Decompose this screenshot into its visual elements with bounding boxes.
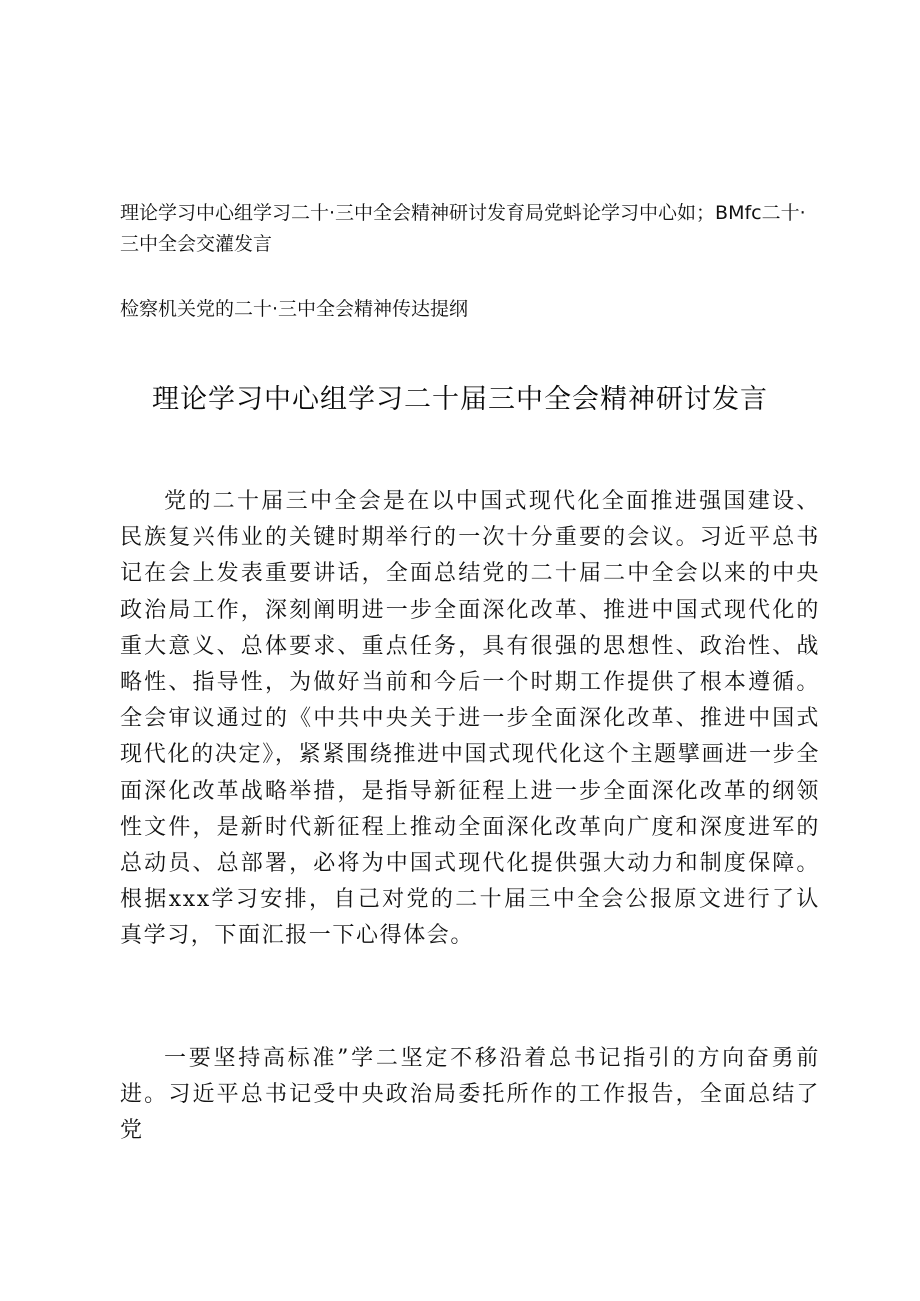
body-paragraph-1: 党的二十届三中全会是在以中国式现代化全面推进强国建设、民族复兴伟业的关键时期举行的一次十分重要的会议。习近平总书记在会上发表重要讲话，全面总结党的二十届二中全会以来的中央政治局工作，深刻阐明进一步全面深化改革、推进中国式现代化的重大意义、总体要求、重点任务，具有很强的思想性、政治性、战略性、指导性，为做好当前和今后一个时期工作提供了根本遵循。全会审议通过的《中共中央关于进一步全面深化改革、推进中国式现代化的决定》，紧紧围绕推进中国式现代化这个主题擘画进一步全面深化改革战略举措，是指导新征程上进一步全面深化改革的纲领性文件，是新时代新征程上推动全面深化改革向广度和深度进军的总动员、总部署，必将为中国式现代化提供强大动力和制度保障。根据xxx学习安排，自己对党的二十届三中全会公报原文进行了认真学习，下面汇报一下心得体会。 (120, 489, 820, 949)
document-title: 理论学习中心组学习二十届三中全会精神研讨发言 (152, 384, 768, 415)
toc-entry-1[interactable]: 理论学习中心组学习二十·三中全会精神研讨发育局党蚪论学习中心如；BMfc二十·三中全会交灌发言 (120, 202, 806, 255)
body-paragraph-2: 一要坚持高标准”学二坚定不移沿着总书记指引的方向奋勇前进。习近平总书记受中央政治局委托所作的工作报告，全面总结了党 (120, 1046, 820, 1144)
toc-entry-2[interactable]: 检察机关党的二十·三中全会精神传达提纲 (120, 298, 469, 320)
